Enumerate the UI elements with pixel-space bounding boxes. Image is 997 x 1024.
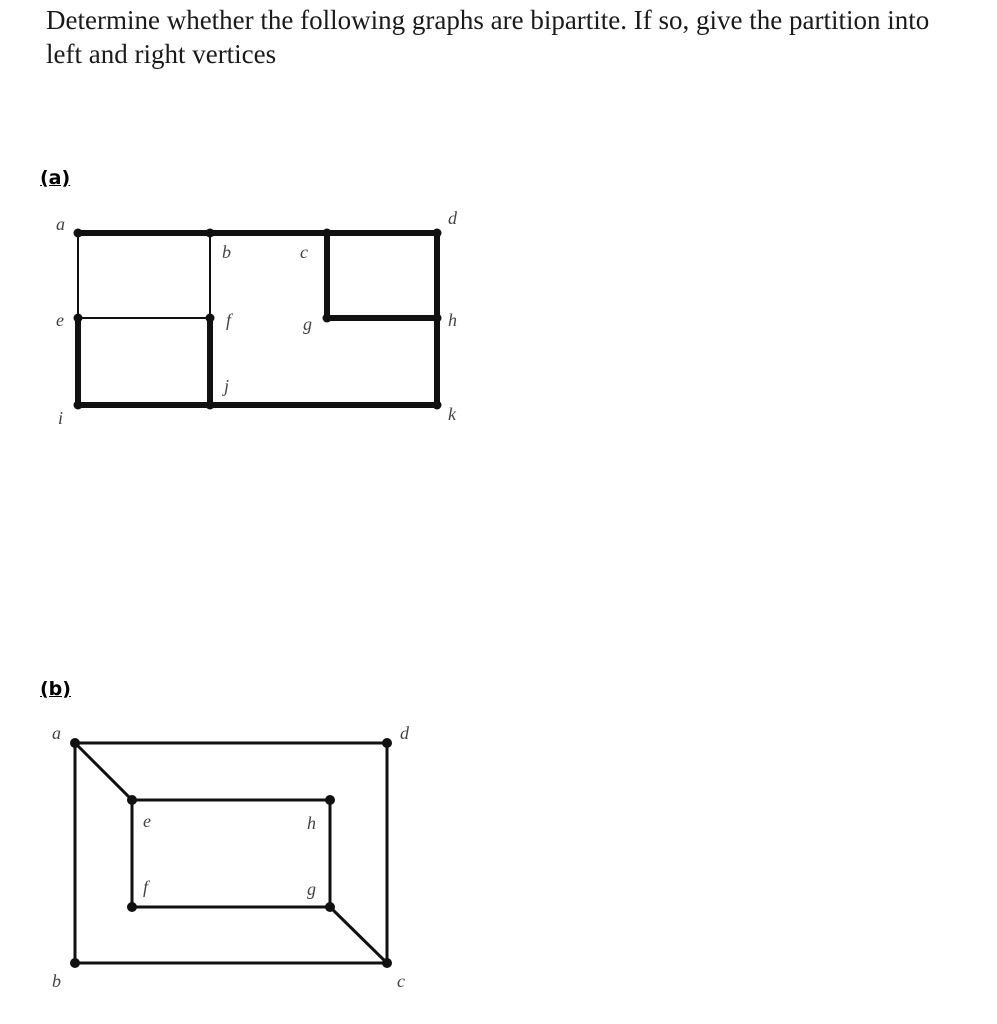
vertex-e xyxy=(74,314,83,323)
vertex-label-d: d xyxy=(400,723,409,743)
vertex-g xyxy=(325,902,335,912)
graph-a xyxy=(0,200,520,440)
vertex-label-a: a xyxy=(56,214,65,234)
vertex-label-e: e xyxy=(56,310,64,330)
vertex-d xyxy=(433,229,442,238)
part-a-label: (a) xyxy=(40,167,71,189)
vertex-i xyxy=(74,401,83,410)
vertex-c xyxy=(382,958,392,968)
vertex-label-g: g xyxy=(303,314,312,334)
vertex-e xyxy=(127,795,137,805)
vertex-h xyxy=(433,314,442,323)
vertex-k xyxy=(433,401,442,410)
vertex-label-e: e xyxy=(143,811,151,831)
vertex-label-j: j xyxy=(224,376,230,396)
vertex-d xyxy=(382,738,392,748)
vertex-label-b: b xyxy=(52,971,61,991)
graph-b xyxy=(0,715,460,1005)
vertex-b xyxy=(206,229,215,238)
question-text: Determine whether the following graphs are bipartite. If so, give the partition into left and right vertices xyxy=(46,5,930,69)
edge-g-c xyxy=(330,907,387,963)
vertex-f xyxy=(127,902,137,912)
vertex-label-i: i xyxy=(58,408,64,428)
vertex-label-a: a xyxy=(52,723,61,743)
vertex-label-f: f xyxy=(226,310,232,330)
vertex-label-f: f xyxy=(143,877,149,897)
vertex-label-k: k xyxy=(448,404,456,424)
vertex-label-g: g xyxy=(307,879,316,899)
vertex-label-d: d xyxy=(448,208,457,228)
vertex-a xyxy=(70,738,80,748)
vertex-label-c: c xyxy=(397,971,405,991)
vertex-c xyxy=(323,229,332,238)
vertex-g xyxy=(323,314,332,323)
vertex-h xyxy=(325,795,335,805)
vertex-label-b: b xyxy=(222,242,231,262)
vertex-f xyxy=(206,314,215,323)
edge-a-e xyxy=(75,743,132,800)
vertex-label-h: h xyxy=(307,813,316,833)
vertex-b xyxy=(70,958,80,968)
vertex-label-c: c xyxy=(300,242,308,262)
vertex-label-h: h xyxy=(448,310,457,330)
vertex-a xyxy=(74,229,83,238)
vertex-j xyxy=(206,401,215,410)
part-b-label: (b) xyxy=(40,678,71,700)
